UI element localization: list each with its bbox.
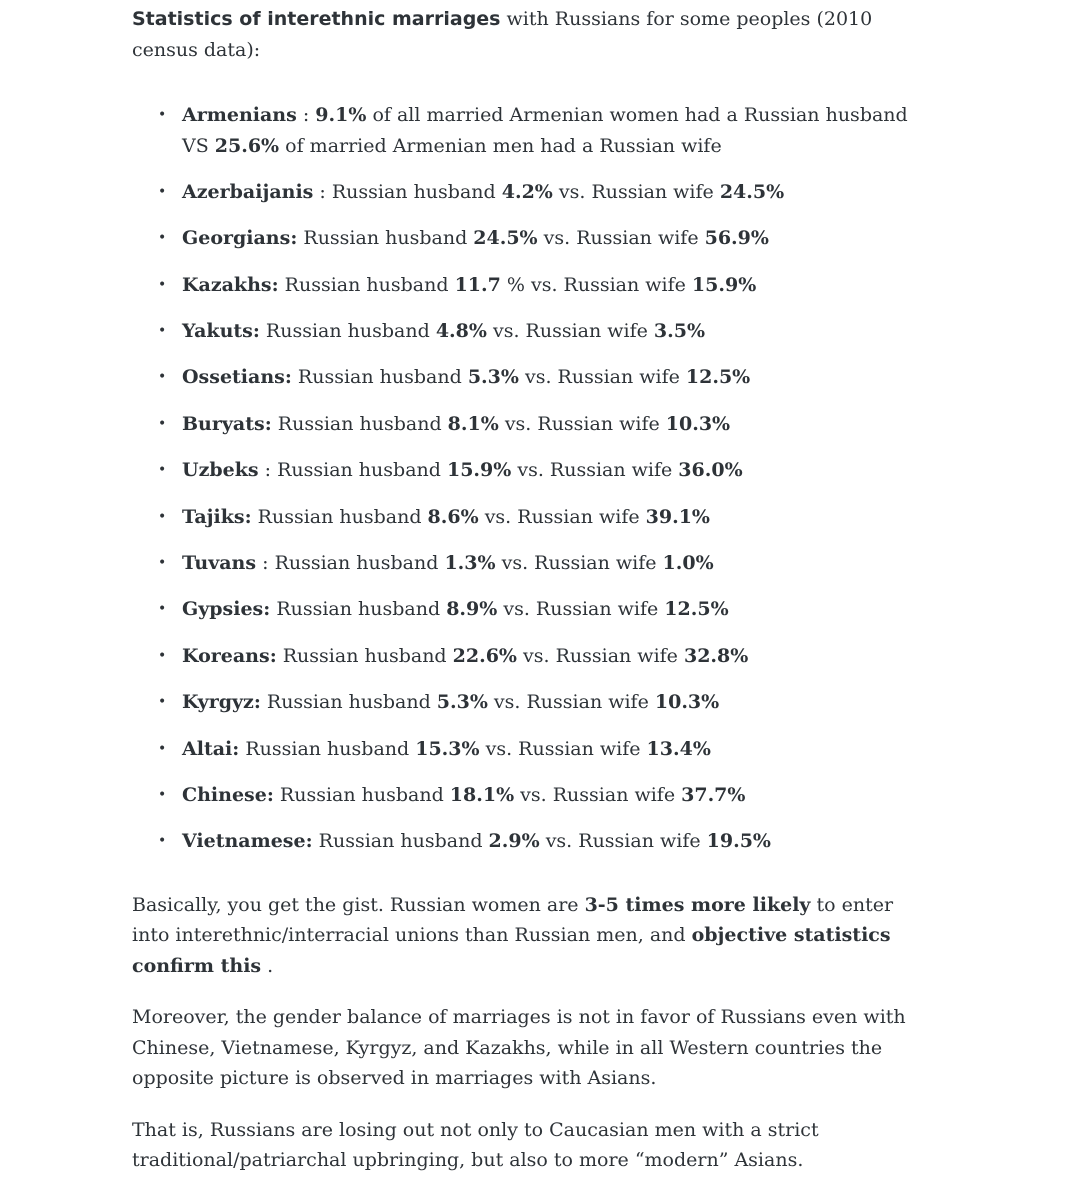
item-text: Russian husband (331, 180, 502, 203)
body-paragraph (132, 1115, 932, 1176)
bullet-icon: • (158, 508, 167, 525)
percentage-value: 15.9% (691, 273, 757, 296)
emphasis-text: objective statistics confirm this (132, 924, 891, 977)
percentage-value: 5.3% (436, 691, 488, 714)
item-text: Russian husband (245, 737, 416, 760)
bullet-icon: • (158, 694, 167, 711)
bullet-icon: • (158, 323, 167, 340)
item-text: Russian husband (265, 320, 436, 343)
item-text: Russian husband (279, 783, 450, 806)
item-text: vs. Russian wife (498, 412, 666, 435)
people-name: Gypsies: (182, 598, 271, 621)
people-name: Buryats: (182, 412, 272, 435)
item-text: Russian husband (297, 366, 468, 389)
item-text: Russian husband (303, 227, 474, 250)
item-text: Russian husband (277, 459, 447, 482)
percentage-value: 15.3% (415, 737, 480, 760)
percentage-value: 1.0% (662, 552, 714, 575)
bullet-icon: • (158, 107, 167, 123)
percentage-value: 56.9% (704, 227, 769, 250)
percentage-value: 18.1% (449, 783, 515, 806)
people-name: Tuvans (182, 552, 257, 575)
intro-rest: with Russians for some peoples (2010 census data): (132, 8, 873, 61)
body-paragraph (132, 1002, 932, 1094)
separator: : (256, 552, 275, 575)
emphasis-text: 3-5 times more likely (584, 893, 811, 916)
list-item (132, 270, 932, 301)
list-item (132, 223, 932, 254)
list-item (132, 502, 932, 533)
percentage-value: 32.8% (683, 644, 749, 667)
bullet-icon: • (158, 462, 167, 479)
item-text: vs. Russian wife (495, 552, 663, 575)
people-name: Armenians (182, 104, 297, 126)
people-name: Kazakhs: (182, 273, 279, 296)
percentage-value: 10.3% (654, 691, 720, 714)
paragraph-text: Moreover, the gender balance of marriages is not in favor of Russians even with Chinese, Vietnamese, Kyrgyz, and Kazakhs, while in all Western countries the opposite picture is observed in marriages with Asians. (132, 1006, 906, 1090)
intro-lead: Statistics of interethnic marriages (132, 8, 501, 30)
percentage-value: 12.5% (664, 598, 729, 621)
people-name: Chinese: (182, 783, 274, 806)
bullet-icon: • (158, 740, 167, 757)
percentage-value: 19.5% (706, 830, 771, 853)
list-item (132, 641, 932, 672)
item-text: vs. Russian wife (552, 180, 720, 203)
separator: : (296, 104, 316, 126)
paragraph-text: That is, Russians are losing out not only to Caucasian men with a strict traditional/patriarchal upbringing, but also to more “modern” Asians. (132, 1118, 819, 1172)
bullet-icon: • (158, 601, 167, 618)
percentage-value: 13.4% (646, 737, 711, 760)
percentage-value: 22.6% (452, 644, 517, 667)
item-text: % vs. Russian wife (500, 273, 692, 296)
list-item (132, 455, 932, 486)
item-text: Russian husband (274, 552, 445, 575)
list-item (132, 687, 932, 718)
percentage-value: 8.6% (427, 505, 479, 528)
item-text: vs. Russian wife (497, 598, 665, 621)
list-item (132, 548, 932, 579)
item-text: Russian husband (282, 644, 453, 667)
percentage-value: 36.0% (678, 459, 743, 482)
item-text: vs. Russian wife (479, 737, 647, 760)
people-name: Georgians: (182, 227, 298, 250)
bullet-icon: • (158, 833, 167, 850)
percentage-value: 11.7 (454, 273, 501, 296)
percentage-value: 10.3% (665, 412, 731, 435)
item-text: Russian husband (257, 505, 428, 528)
item-text: vs. Russian wife (486, 320, 654, 343)
people-name: Koreans: (182, 644, 277, 667)
marriage-stats-list (132, 100, 932, 857)
bullet-icon: • (158, 647, 167, 664)
people-name: Tajiks: (182, 505, 252, 528)
list-item (132, 362, 932, 393)
percentage-value: 15.9% (446, 459, 512, 482)
list-item (132, 594, 932, 625)
item-text: vs. Russian wife (487, 691, 655, 714)
percentage-value: 12.5% (685, 366, 751, 389)
list-item (132, 734, 932, 765)
item-text: Russian husband (318, 830, 489, 853)
people-name: Kyrgyz: (182, 691, 261, 714)
percentage-value: 2.9% (488, 830, 540, 853)
people-name: Azerbaijanis (182, 180, 314, 203)
item-text: of married Armenian men had a Russian wife (279, 134, 722, 157)
paragraph-text: to enter into interethnic/interracial unions than Russian men, and (132, 893, 894, 947)
percentage-value: 1.3% (444, 552, 496, 575)
bullet-icon: • (158, 183, 167, 200)
percentage-value: 39.1% (645, 505, 710, 528)
bullet-icon: • (158, 276, 167, 293)
item-text: Russian husband (277, 412, 448, 435)
percentage-value: 24.5% (719, 180, 785, 203)
list-item (132, 100, 932, 161)
percentage-value: 4.2% (501, 180, 553, 203)
percentage-value: 25.6% (214, 134, 280, 157)
percentage-value: 5.3% (467, 366, 519, 389)
item-text: vs. Russian wife (478, 505, 646, 528)
list-item (132, 780, 932, 811)
bullet-icon: • (158, 555, 167, 572)
bullet-icon: • (158, 786, 167, 803)
item-text: Russian husband (266, 691, 437, 714)
item-text: Russian husband (276, 598, 447, 621)
separator: : (258, 459, 278, 482)
people-name: Yakuts: (182, 320, 260, 343)
item-text: vs. Russian wife (511, 459, 679, 482)
list-item (132, 826, 932, 857)
percentage-value: 24.5% (473, 227, 538, 250)
item-text: vs. Russian wife (537, 227, 705, 250)
article-body (132, 4, 932, 1197)
percentage-value: 3.5% (653, 320, 706, 343)
bullet-icon: • (158, 369, 167, 386)
intro-paragraph (132, 4, 932, 65)
percentage-value: 8.9% (446, 598, 498, 621)
percentage-value: 8.1% (447, 412, 499, 435)
bullet-icon: • (158, 230, 167, 247)
list-item (132, 177, 932, 208)
percentage-value: 37.7% (681, 783, 746, 806)
item-text: vs. Russian wife (518, 366, 686, 389)
people-name: Vietnamese: (182, 830, 313, 853)
people-name: Altai: (182, 737, 240, 760)
list-item (132, 316, 932, 347)
percentage-value: 9.1% (315, 104, 367, 126)
item-text: of all married Armenian women had a Russian husband VS (182, 104, 908, 157)
item-text: Russian husband (284, 273, 455, 296)
people-name: Uzbeks (182, 459, 259, 482)
item-text: vs. Russian wife (514, 783, 682, 806)
paragraph-text: Basically, you get the gist. Russian women are (132, 893, 585, 916)
list-item (132, 409, 932, 440)
paragraph-text: . (261, 954, 274, 977)
bullet-icon: • (158, 415, 167, 432)
body-paragraph (132, 890, 932, 982)
item-text: vs. Russian wife (539, 830, 707, 853)
separator: : (313, 180, 332, 203)
percentage-value: 4.8% (435, 320, 487, 343)
people-name: Ossetians: (182, 366, 292, 389)
commentary (132, 890, 932, 1176)
item-text: vs. Russian wife (516, 644, 684, 667)
